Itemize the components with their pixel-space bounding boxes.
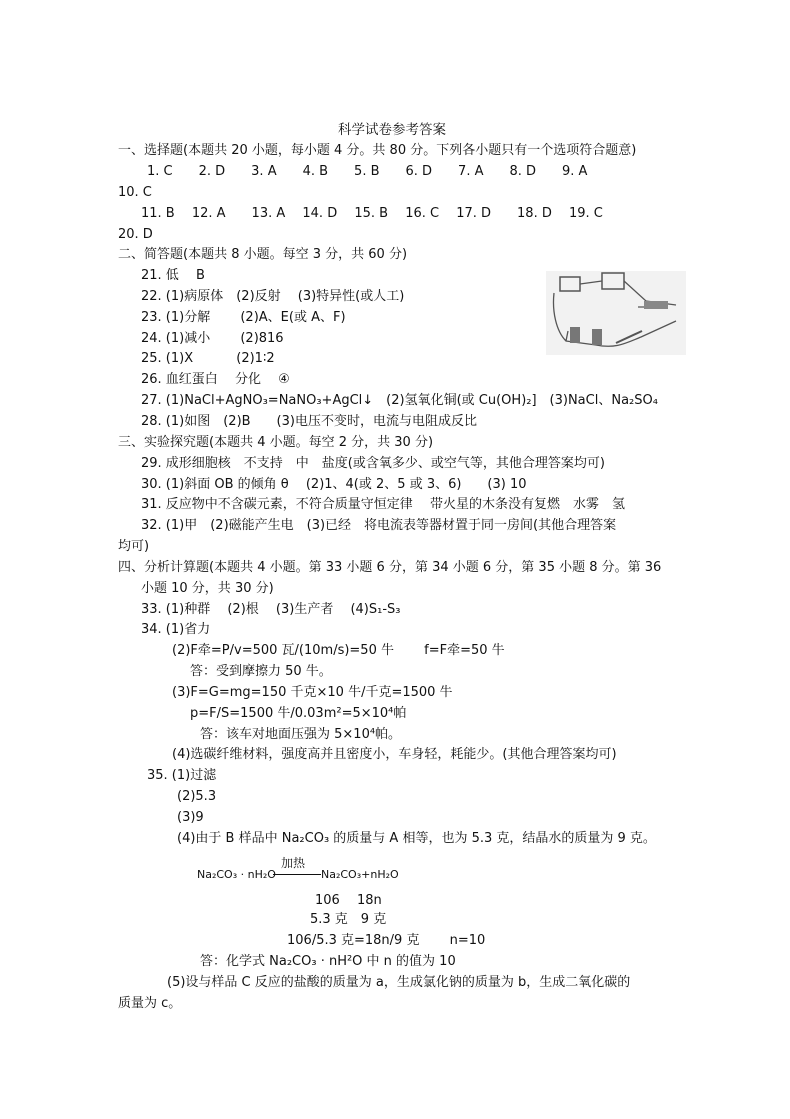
- answer-34-part2: (2)F牵=P/v=500 瓦/(10m/s)=50 牛 f=F牵=50 牛: [172, 643, 505, 658]
- answer-21: 21. 低 B: [141, 268, 205, 283]
- answer-35-part5: (5)设与样品 C 反应的盐酸的质量为 a，生成氯化钠的质量为 b，生成二氧化碳的: [167, 975, 631, 990]
- answer-35-reply: 答：化学式 Na₂CO₃ · nH²O 中 n 的值为 10: [200, 954, 456, 969]
- answer-32-cont: 均可): [118, 539, 150, 554]
- answer-32: 32. (1)甲 (2)磁能产生电 (3)已经 将电流表等器材置于同一房间(其他合理答案: [141, 518, 617, 533]
- reaction-equation: [197, 858, 397, 884]
- proportion-line: 106/5.3 克=18n/9 克 n=10: [287, 933, 486, 948]
- answer-26: 26. 血红蛋白 分化 ④: [141, 372, 290, 387]
- answer-34-part3: (3)F=G=mg=150 千克×10 牛/千克=1500 牛: [172, 685, 453, 700]
- section-3-heading: 三、实验探究题(本题共 4 小题。每空 2 分，共 30 分): [118, 435, 434, 450]
- resistor-icon: [644, 301, 668, 309]
- section-2-heading: 二、简答题(本题共 8 小题。每空 3 分，共 60 分): [118, 247, 408, 262]
- answers-row-2-cont: 20. D: [118, 227, 153, 242]
- answer-34-part3-calc: p=F/S=1500 牛/0.03m²=5×10⁴帕: [190, 706, 407, 721]
- answer-22: 22. (1)病原体 (2)反射 (3)特异性(或人工): [141, 289, 405, 304]
- answer-31: 31. 反应物中不含碳元素，不符合质量守恒定律 带火星的木条没有复燃 水雾 氢: [141, 497, 625, 512]
- answer-27: 27. (1)NaCl+AgNO₃=NaNO₃+AgCl↓ (2)氢氧化铜(或 Cu(OH)₂] (3)NaCl、Na₂SO₄: [141, 393, 658, 408]
- circuit-diagram: [546, 271, 686, 355]
- answer-34-part3-reply: 答：该车对地面压强为 5×10⁴帕。: [200, 727, 402, 742]
- answers-row-1-cont: 10. C: [118, 185, 152, 200]
- page-title: 科学试卷参考答案: [338, 122, 446, 138]
- answer-34: 34. (1)省力: [141, 622, 211, 637]
- section-4-heading-cont: 小题 10 分，共 30 分): [141, 581, 274, 596]
- answers-row-2: 11. B 12. A 13. A 14. D 15. B 16. C 17. D 18. D 19. C: [141, 206, 603, 221]
- answer-33: 33. (1)种群 (2)根 (3)生产者 (4)S₁-S₃: [141, 602, 401, 617]
- answer-28: 28. (1)如图 (2)B (3)电压不变时，电流与电阻成反比: [141, 414, 477, 429]
- answer-35: 35. (1)过滤: [147, 768, 217, 783]
- answer-25: 25. (1)X (2)1∶2: [141, 351, 275, 366]
- molar-mass-line: 106 18n: [315, 893, 382, 908]
- switch-icon: [592, 329, 602, 345]
- reaction-product: Na₂CO₃+nH₂O: [321, 868, 399, 881]
- answer-34-part2-reply: 答：受到摩擦力 50 牛。: [190, 664, 332, 679]
- section-1-heading: 一、选择题(本题共 20 小题，每小题 4 分。共 80 分。下列各小题只有一个选项符合题意): [118, 143, 637, 158]
- reaction-reactant: Na₂CO₃ · nH₂O: [197, 868, 276, 881]
- answer-35-part5-cont: 质量为 c。: [118, 996, 182, 1011]
- mass-line: 5.3 克 9 克: [310, 912, 387, 927]
- answer-23: 23. (1)分解 (2)A、E(或 A、F): [141, 310, 346, 325]
- reaction-arrow: [273, 874, 321, 875]
- section-4-heading: 四、分析计算题(本题共 4 小题。第 33 小题 6 分，第 34 小题 6 分，第 35 小题 8 分。第 36: [118, 560, 662, 575]
- answer-35-part3: (3)9: [177, 810, 204, 825]
- reaction-condition: 加热: [281, 856, 306, 870]
- answer-24: 24. (1)减小 (2)816: [141, 331, 284, 346]
- answer-35-part4: (4)由于 B 样品中 Na₂CO₃ 的质量与 A 相等，也为 5.3 克，结晶水的质量为 9 克。: [177, 831, 656, 846]
- answer-35-part2: (2)5.3: [177, 789, 217, 804]
- answer-29: 29. 成形细胞核 不支持 中 盐度(或含氧多少、或空气等，其他合理答案均可): [141, 456, 605, 471]
- answer-30: 30. (1)斜面 OB 的倾角 θ (2)1、4(或 2、5 或 3、6) (3) 10: [141, 477, 527, 492]
- answers-row-1: 1. C 2. D 3. A 4. B 5. B 6. D 7. A 8. D 9. A: [147, 164, 588, 179]
- answer-34-part4: (4)选碳纤维材料，强度高并且密度小，车身轻，耗能少。(其他合理答案均可): [172, 747, 617, 762]
- battery-icon: [570, 327, 580, 343]
